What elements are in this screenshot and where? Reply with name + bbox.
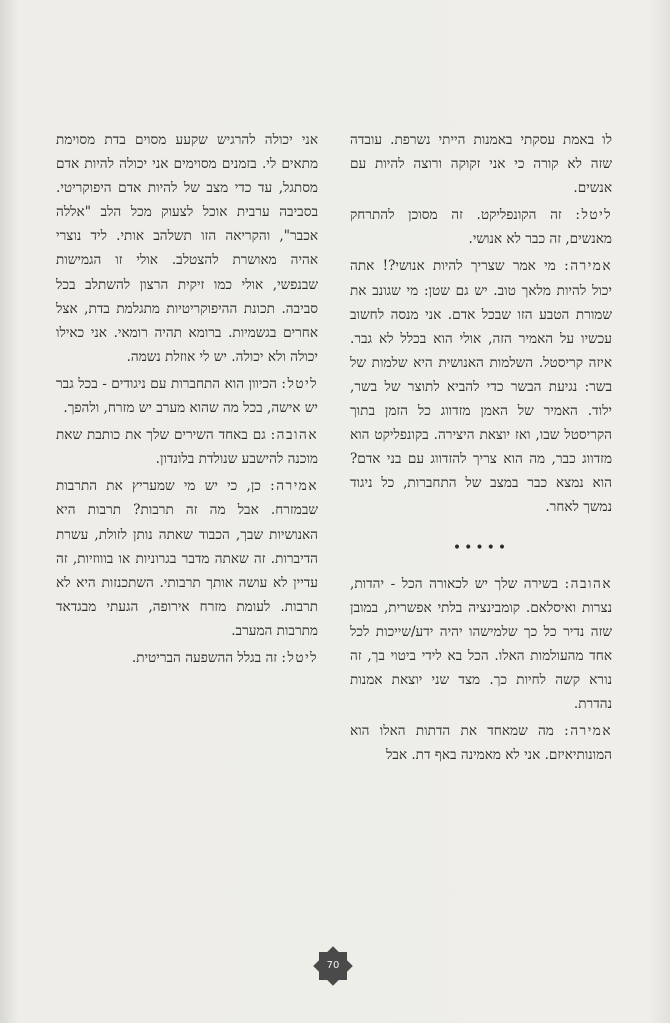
dialogue-text: מי אמר שצריך להיות אנושי?! אתה יכול להיות מלאך טוב. יש גם שטן: מי שגונב את שמורת הטבע הזו שבכל אדם. אני מנסה לחשוב עכשיו על האמיר הזה, אולי הוא בכלל לא גבר. איזה קריסטל. השלמות האנושית היא שלמות של בשר: נגיעת הבשר כדי להביא לתוצר של בשר, ילוד. האמיר של האמן מזדווג כל הזמן בתוך הקריסטל שבו, ואז יוצאת היצירה. בקונפליקט הוא מזדווג כבר, מה הוא צריך להזדווג עם בני אדם? הוא נמצא כבר במצב של התחברות, כל ניגוד נמשך לאחר. xyxy=(350,258,612,516)
page-number: 70 xyxy=(326,960,340,971)
dialogue-paragraph xyxy=(350,254,612,519)
speaker-name: אמירה: xyxy=(564,258,612,275)
dialogue-text: זה בגלל ההשפעה הבריטית. xyxy=(131,649,282,666)
dialogue-paragraph xyxy=(350,572,612,717)
left-column xyxy=(56,128,318,673)
speaker-name: ליטל: xyxy=(575,207,612,224)
page-number-badge xyxy=(311,944,355,988)
dialogue-text: גם באחד השירים שלך את כותבת שאת מוכנה להישבע שנולדת בלונדון. xyxy=(56,427,318,468)
speaker-name: ליטל: xyxy=(281,375,318,392)
dialogue-paragraph xyxy=(56,423,318,471)
dialogue-text: בשירה שלך יש לכאורה הכל - יהדות, נצרות ואיסלאם. קומבינציה בלתי אפשרית, במובן שזה נדיר כל כך שלמישהו יהיה ידע/שייכות לכל אחד מהעולמות האלו. הכל בא לידי ביטוי בך, זה נורא קשה לחיות כך. מצד שני יוצאת אמנות נהדרת. xyxy=(350,575,612,712)
right-column xyxy=(350,128,612,770)
dialogue-paragraph xyxy=(350,719,612,767)
section-divider: ••••• xyxy=(452,539,510,556)
paragraph: אני יכולה להרגיש שקעע מסוים בדת מסוימת מתאים לי. בזמנים מסוימים אני יכולה להיות אדם מסתגל, עד כדי מצב של להיות אדם היפוקריטי. בסביבה ערבית אוכל לצעוק מכל הלב "אללה אכבר", והקריאה הזו תשלהב אותי. ליד נוצרי אהיה מאושרת להצטלב. אולי זו הגמישות שבנפשי, אולי כמו זיקית הרצון להשתלב בכל סביבה. תכונת ההיפוקריטיות מתגלמת בדת, אצל אחרים בגשמיות. ברומא תהיה רומאי. אני כאילו יכולה ולא יכולה. יש לי אוזלת נשמה. xyxy=(56,132,318,365)
dialogue-text: כן, כי יש מי שמעריץ את התרבות שבמזרח. אבל מה זה תרבות? תרבות היא האנושיות שבך, הכבוד שאתה נותן לזולת, עשרת הדיברות. זה שאתה מדבר בגרוניות או בוווזיות, זה עדיין לא עושה אותך תרבותי. השתכנזות היא לא תרבות. לעומת מזרח אירופה, הגעתי מבגדאד מתרבות המערב. xyxy=(56,478,318,639)
dialogue-text: הכיוון הוא התחברות עם ניגודים - בכל גבר יש אישה, בכל מה שהוא מערב יש מזרח, ולהפך. xyxy=(56,375,318,417)
dialogue-paragraph xyxy=(350,203,612,251)
paragraph: לו באמת עסקתי באמנות הייתי נשרפת. עובדה שזה לא קורה כי אני זקוקה ורוצה להיות עם אנשים. xyxy=(350,132,612,197)
speaker-name: אהובה: xyxy=(564,575,612,592)
dialogue-paragraph xyxy=(56,474,318,643)
speaker-name: אמירה: xyxy=(270,478,318,495)
dialogue-text: מה שמאחד את הדתות האלו הוא המונותיאיזם. אני לא מאמינה באף דת. אבל xyxy=(350,723,612,764)
dialogue-paragraph xyxy=(56,372,318,420)
speaker-name: אהובה: xyxy=(270,427,318,444)
dialogue-text: זה הקונפליקט. זה מסוכן להתרחק מאנשים, זה כבר לא אנושי. xyxy=(350,207,612,248)
dialogue-paragraph xyxy=(56,646,318,670)
speaker-name: אמירה: xyxy=(564,723,612,740)
speaker-name: ליטל: xyxy=(281,649,318,666)
